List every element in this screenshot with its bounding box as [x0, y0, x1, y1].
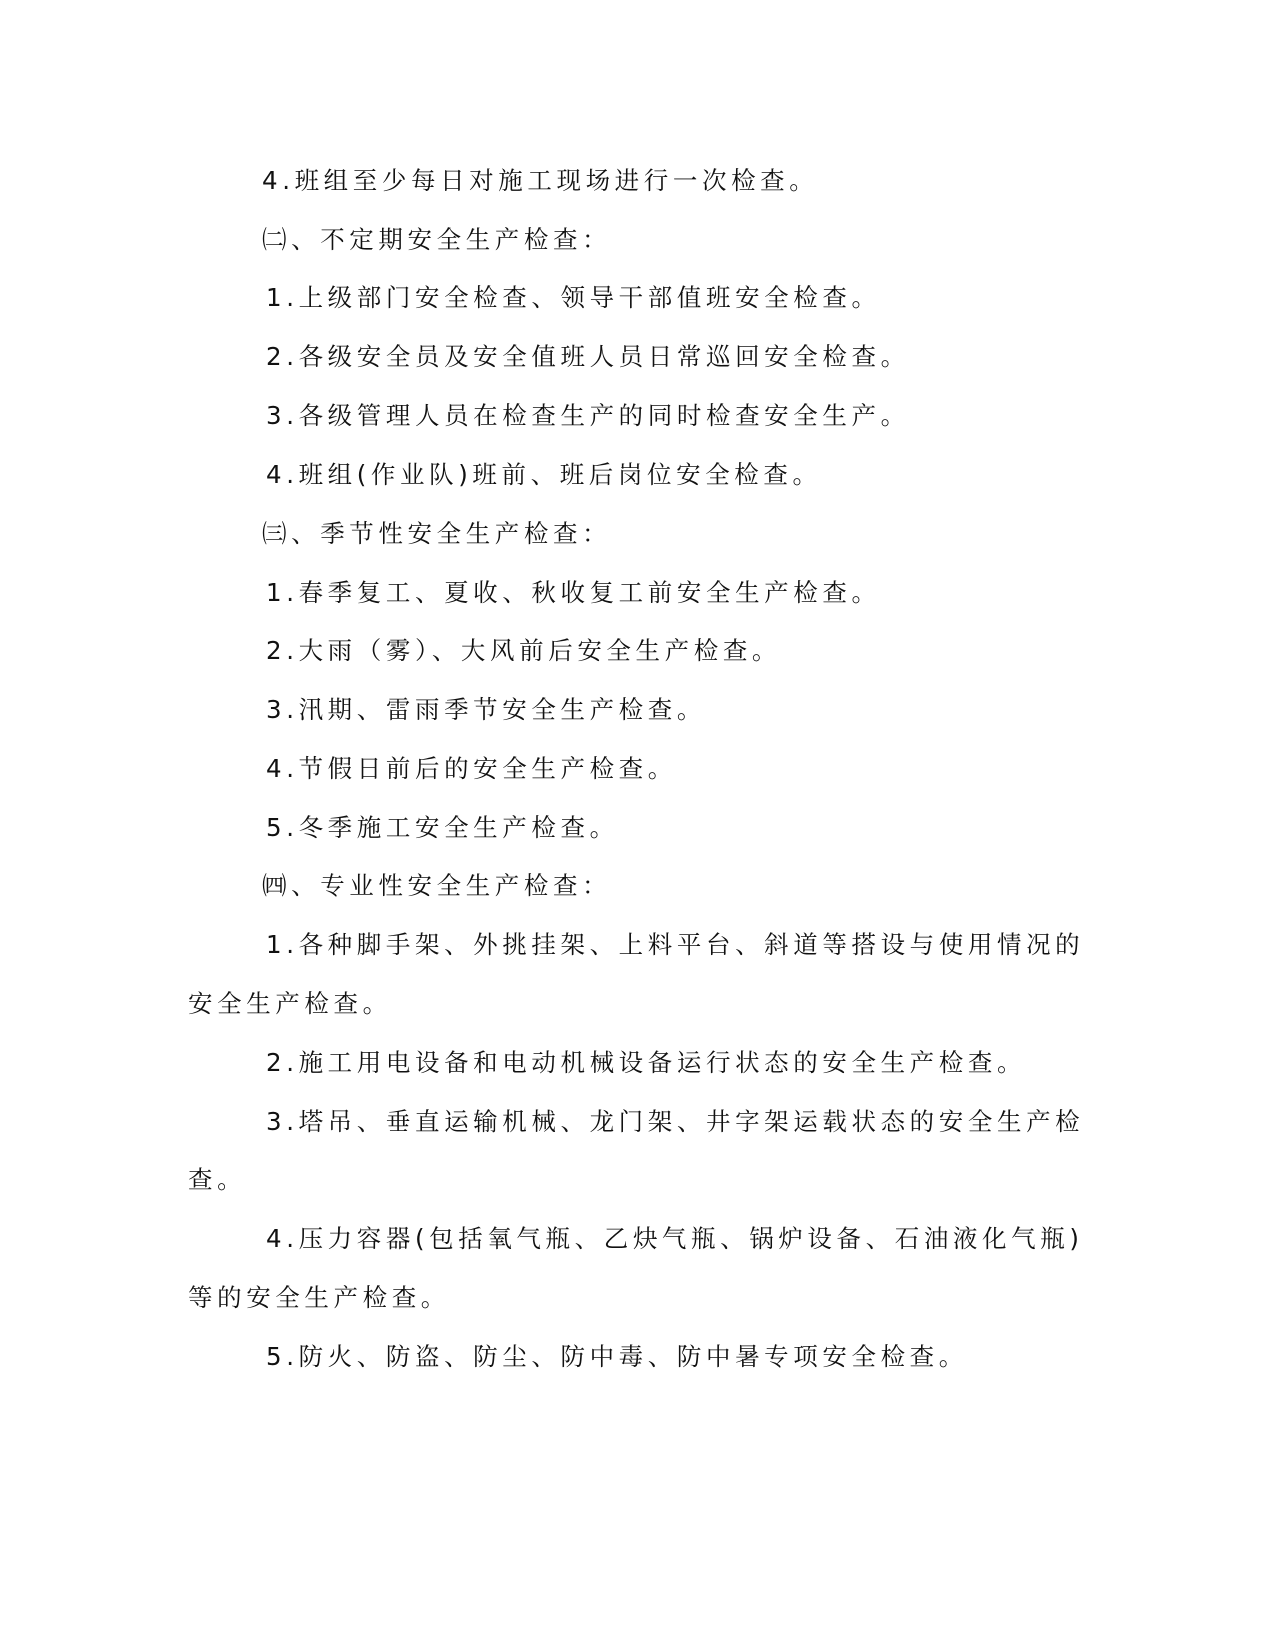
list-item: 1.各种脚手架、外挑挂架、上料平台、斜道等搭设与使用情况的 — [266, 930, 1085, 959]
list-item-continuation: 查。 — [188, 1165, 247, 1194]
list-item: 3.汛期、雷雨季节安全生产检查。 — [266, 695, 706, 724]
list-item: 2.大雨（雾）、大风前后安全生产检查。 — [266, 636, 782, 665]
list-item: 4.压力容器(包括氧气瓶、乙炔气瓶、锅炉设备、石油液化气瓶) — [266, 1224, 1084, 1253]
list-item: 1.上级部门安全检查、领导干部值班安全检查。 — [266, 283, 881, 312]
list-item: 3.塔吊、垂直运输机械、龙门架、井字架运载状态的安全生产检 — [266, 1107, 1085, 1136]
list-item: 4.班组(作业队)班前、班后岗位安全检查。 — [266, 460, 822, 489]
section-heading: ㈢、季节性安全生产检查： — [262, 519, 612, 548]
section-heading: ㈣、专业性安全生产检查： — [262, 871, 612, 900]
list-item-continuation: 等的安全生产检查。 — [188, 1283, 450, 1312]
list-item: 2.施工用电设备和电动机械设备运行状态的安全生产检查。 — [266, 1048, 1027, 1077]
list-item: 5.防火、防盗、防尘、防中毒、防中暑专项安全检查。 — [266, 1342, 968, 1371]
list-item: 3.各级管理人员在检查生产的同时检查安全生产。 — [266, 401, 910, 430]
list-item: 2.各级安全员及安全值班人员日常巡回安全检查。 — [266, 342, 910, 371]
list-item: 1.春季复工、夏收、秋收复工前安全生产检查。 — [266, 578, 881, 607]
list-item: 5.冬季施工安全生产检查。 — [266, 813, 619, 842]
text-line: 4.班组至少每日对施工现场进行一次检查。 — [262, 166, 819, 195]
section-heading: ㈡、不定期安全生产检查： — [262, 225, 612, 254]
list-item: 4.节假日前后的安全生产检查。 — [266, 754, 677, 783]
list-item-continuation: 安全生产检查。 — [188, 989, 392, 1018]
